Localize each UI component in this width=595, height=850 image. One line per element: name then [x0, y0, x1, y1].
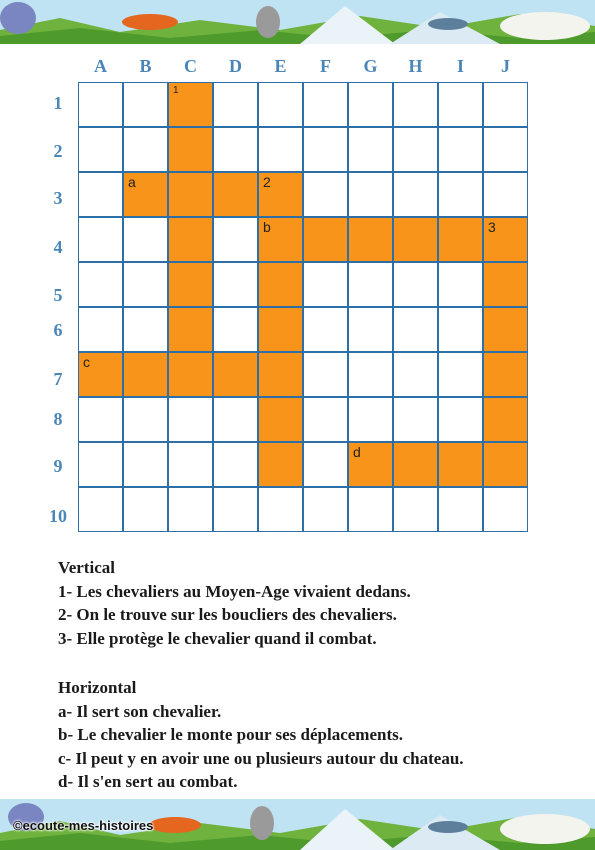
- answer-cell[interactable]: [483, 442, 528, 487]
- clue-number: c: [83, 354, 90, 370]
- horizontal-clue: c- Il peut y en avoir une ou plusieurs autour du chateau.: [58, 748, 464, 768]
- row-header: 1: [53, 93, 63, 113]
- empty-cell: [168, 487, 213, 532]
- empty-cell: [168, 397, 213, 442]
- answer-cell[interactable]: [123, 172, 168, 217]
- empty-cell: [168, 442, 213, 487]
- vertical-clue: 3- Elle protège le chevalier quand il combat.: [58, 628, 377, 648]
- answer-cell[interactable]: [168, 217, 213, 262]
- horizontal-clue: d- Il s'en sert au combat.: [58, 772, 238, 791]
- empty-cell: [213, 82, 258, 127]
- column-header: G: [363, 56, 378, 76]
- empty-cell: [78, 262, 123, 307]
- empty-cell: [438, 262, 483, 307]
- empty-cell: [393, 82, 438, 127]
- empty-cell: [213, 217, 258, 262]
- vertical-clue: 2- On le trouve sur les boucliers des chevaliers.: [58, 605, 397, 624]
- answer-cell[interactable]: [438, 217, 483, 262]
- answer-cell[interactable]: [258, 307, 303, 352]
- answer-cell[interactable]: [393, 217, 438, 262]
- empty-cell: [483, 127, 528, 172]
- row-header: 8: [53, 409, 63, 429]
- horizontal-clue: a- Il sert son chevalier.: [58, 701, 222, 721]
- empty-cell: [348, 172, 393, 217]
- empty-cell: [348, 397, 393, 442]
- column-header: B: [139, 56, 152, 76]
- empty-cell: [213, 487, 258, 532]
- answer-cell[interactable]: [258, 352, 303, 397]
- row-header: 3: [53, 188, 63, 208]
- row-header: 10: [49, 506, 67, 526]
- empty-cell: [438, 172, 483, 217]
- answer-cell[interactable]: [483, 217, 528, 262]
- column-header: H: [408, 56, 423, 76]
- vertical-heading: Vertical: [58, 558, 115, 577]
- copyright-credit: ©ecoute-mes-histoires: [13, 818, 154, 833]
- answer-cell[interactable]: [483, 397, 528, 442]
- empty-cell: [123, 217, 168, 262]
- answer-cell[interactable]: [78, 352, 123, 397]
- column-header: J: [501, 56, 510, 76]
- empty-cell: [123, 307, 168, 352]
- column-header: E: [274, 56, 287, 76]
- empty-cell: [303, 352, 348, 397]
- empty-cell: [393, 307, 438, 352]
- empty-cell: [78, 397, 123, 442]
- empty-cell: [258, 487, 303, 532]
- column-header: F: [320, 56, 331, 76]
- top-banner: [0, 0, 595, 44]
- horizontal-heading: Horizontal: [58, 678, 137, 697]
- column-header: D: [229, 56, 242, 76]
- answer-cell[interactable]: [258, 397, 303, 442]
- empty-cell: [348, 307, 393, 352]
- answer-cell[interactable]: [483, 262, 528, 307]
- empty-cell: [213, 262, 258, 307]
- empty-cell: [303, 127, 348, 172]
- clue-number: 3: [488, 219, 496, 235]
- clue-number: a: [128, 174, 136, 190]
- empty-cell: [78, 172, 123, 217]
- empty-cell: [213, 307, 258, 352]
- answer-cell[interactable]: [258, 172, 303, 217]
- answer-cell[interactable]: [438, 442, 483, 487]
- answer-cell[interactable]: [258, 262, 303, 307]
- answer-cell[interactable]: [168, 172, 213, 217]
- horizontal-clue: b- Le chevalier le monte pour ses déplacements.: [58, 725, 403, 744]
- empty-cell: [78, 127, 123, 172]
- answer-cell[interactable]: [348, 217, 393, 262]
- answer-cell[interactable]: [168, 82, 213, 127]
- row-header: 7: [53, 369, 63, 389]
- row-header: 9: [53, 456, 63, 476]
- column-header: C: [184, 56, 197, 76]
- empty-cell: [123, 442, 168, 487]
- empty-cell: [258, 82, 303, 127]
- empty-cell: [213, 442, 258, 487]
- answer-cell[interactable]: [168, 307, 213, 352]
- empty-cell: [123, 127, 168, 172]
- empty-cell: [78, 82, 123, 127]
- empty-cell: [438, 307, 483, 352]
- empty-cell: [123, 262, 168, 307]
- empty-cell: [438, 82, 483, 127]
- empty-cell: [78, 442, 123, 487]
- empty-cell: [348, 82, 393, 127]
- empty-cell: [303, 397, 348, 442]
- answer-cell[interactable]: [258, 217, 303, 262]
- empty-cell: [483, 172, 528, 217]
- empty-cell: [393, 487, 438, 532]
- answer-cell[interactable]: [483, 307, 528, 352]
- empty-cell: [438, 127, 483, 172]
- empty-cell: [438, 487, 483, 532]
- empty-cell: [393, 397, 438, 442]
- empty-cell: [213, 127, 258, 172]
- empty-cell: [78, 307, 123, 352]
- answer-cell[interactable]: [168, 262, 213, 307]
- empty-cell: [438, 397, 483, 442]
- answer-cell[interactable]: [303, 217, 348, 262]
- crossword-grid: [78, 82, 529, 533]
- clue-number: b: [263, 219, 271, 235]
- clues-section: [58, 556, 578, 794]
- empty-cell: [303, 172, 348, 217]
- answer-cell[interactable]: [348, 442, 393, 487]
- answer-cell[interactable]: [168, 352, 213, 397]
- answer-cell[interactable]: [483, 352, 528, 397]
- empty-cell: [303, 442, 348, 487]
- answer-cell[interactable]: [393, 442, 438, 487]
- answer-cell[interactable]: [213, 352, 258, 397]
- empty-cell: [303, 307, 348, 352]
- answer-cell[interactable]: [258, 442, 303, 487]
- row-header: 6: [53, 320, 63, 340]
- empty-cell: [123, 82, 168, 127]
- vertical-clue: 1- Les chevaliers au Moyen-Age vivaient dedans.: [58, 581, 411, 601]
- empty-cell: [78, 487, 123, 532]
- row-header: 5: [53, 285, 63, 305]
- empty-cell: [348, 352, 393, 397]
- answer-cell[interactable]: [123, 352, 168, 397]
- answer-cell[interactable]: [213, 172, 258, 217]
- empty-cell: [393, 127, 438, 172]
- empty-cell: [303, 262, 348, 307]
- column-header: I: [456, 56, 464, 76]
- empty-cell: [213, 397, 258, 442]
- empty-cell: [348, 487, 393, 532]
- row-header: 2: [53, 141, 63, 161]
- empty-cell: [483, 82, 528, 127]
- empty-cell: [303, 487, 348, 532]
- empty-cell: [303, 82, 348, 127]
- answer-cell[interactable]: [168, 127, 213, 172]
- row-header: 4: [53, 237, 63, 257]
- empty-cell: [123, 397, 168, 442]
- empty-cell: [393, 172, 438, 217]
- empty-cell: [438, 352, 483, 397]
- empty-cell: [258, 127, 303, 172]
- clue-number: 1: [173, 85, 179, 96]
- clue-number: d: [353, 444, 361, 460]
- empty-cell: [78, 217, 123, 262]
- empty-cell: [393, 352, 438, 397]
- empty-cell: [348, 127, 393, 172]
- empty-cell: [483, 487, 528, 532]
- column-header: A: [94, 56, 107, 76]
- empty-cell: [123, 487, 168, 532]
- empty-cell: [393, 262, 438, 307]
- empty-cell: [348, 262, 393, 307]
- clue-number: 2: [263, 174, 271, 190]
